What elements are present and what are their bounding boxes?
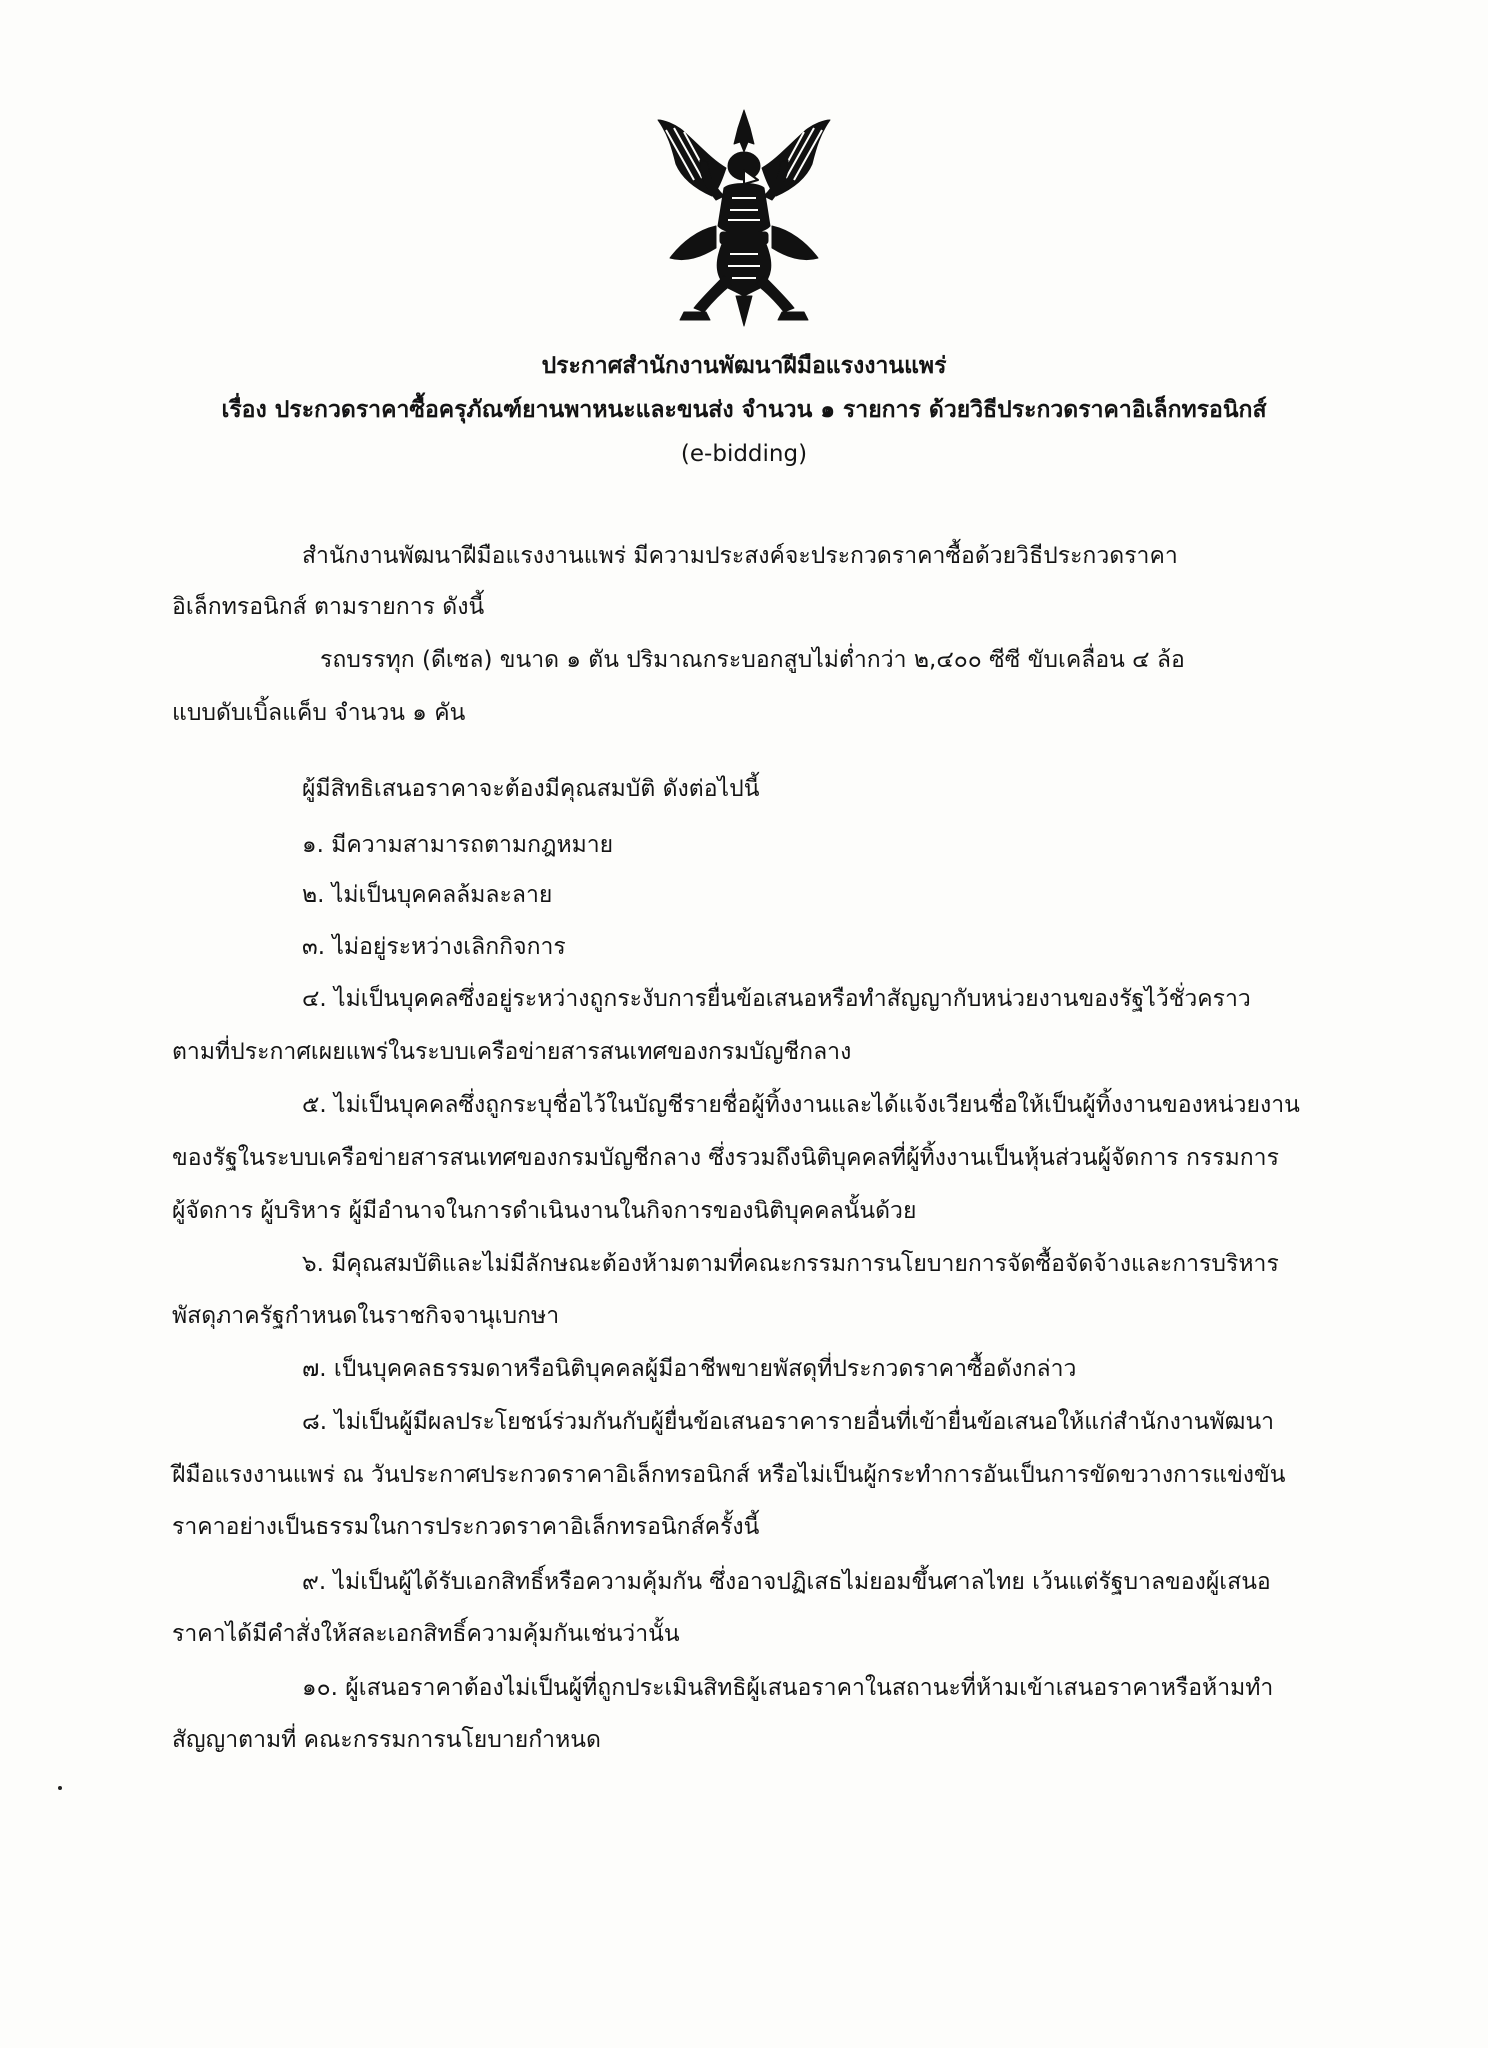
intro-paragraph-line: อิเล็กทรอนิกส์ ตามรายการ ดังนี้ — [172, 594, 485, 620]
qualification-item: ๓. ไม่อยู่ระหว่างเลิกกิจการ — [302, 934, 566, 960]
qualification-item-continued: ฝีมือแรงงานแพร่ ณ วันประกาศประกวดราคาอิเล็กทรอนิกส์ หรือไม่เป็นผู้กระทำการอันเป็นการขัดขวางการแข่งขัน — [172, 1462, 1286, 1488]
announcement-subject-method: (e-bidding) — [680, 441, 808, 467]
qualification-item: ๒. ไม่เป็นบุคคลล้มละลาย — [302, 882, 553, 908]
qualification-item: ๘. ไม่เป็นผู้มีผลประโยชน์ร่วมกันกับผู้ยื่นข้อเสนอราคารายอื่นที่เข้ายื่นข้อเสนอให้แก่สำนักงานพัฒนา — [302, 1409, 1275, 1435]
intro-paragraph-line: สำนักงานพัฒนาฝีมือแรงงานแพร่ มีความประสงค์จะประกวดราคาซื้อด้วยวิธีประกวดราคา — [302, 543, 1178, 569]
qualification-item: ๑. มีความสามารถตามกฎหมาย — [302, 832, 614, 858]
procurement-item-line: รถบรรทุก (ดีเซล) ขนาด ๑ ตัน ปริมาณกระบอกสูบไม่ต่ำกว่า ๒,๔๐๐ ซีซี ขับเคลื่อน ๔ ล้อ — [320, 647, 1185, 673]
procurement-item-line: แบบดับเบิ้ลแค็บ จำนวน ๑ คัน — [172, 700, 466, 726]
qualification-item: ๕. ไม่เป็นบุคคลซึ่งถูกระบุชื่อไว้ในบัญชีรายชื่อผู้ทิ้งงานและได้แจ้งเวียนชื่อให้เป็นผู้ทิ้งงานของหน่วยงาน — [302, 1092, 1300, 1118]
qualifications-heading: ผู้มีสิทธิเสนอราคาจะต้องมีคุณสมบัติ ดังต่อไปนี้ — [302, 776, 760, 802]
qualification-item-continued: ตามที่ประกาศเผยแพร่ในระบบเครือข่ายสารสนเทศของกรมบัญชีกลาง — [172, 1039, 852, 1065]
qualification-item: ๗. เป็นบุคคลธรรมดาหรือนิติบุคคลผู้มีอาชีพขายพัสดุที่ประกวดราคาซื้อดังกล่าว — [302, 1356, 1077, 1382]
qualification-item-continued: พัสดุภาครัฐกำหนดในราชกิจจานุเบกษา — [172, 1303, 560, 1329]
qualification-item: ๔. ไม่เป็นบุคคลซึ่งอยู่ระหว่างถูกระงับการยื่นข้อเสนอหรือทำสัญญากับหน่วยงานของรัฐไว้ชั่วคราว — [302, 986, 1251, 1012]
announcement-subject: เรื่อง ประกวดราคาซื้อครุภัณฑ์ยานพาหนะและขนส่ง จำนวน ๑ รายการ ด้วยวิธีประกวดราคาอิเล็กทรอนิกส์ — [221, 397, 1267, 423]
announcement-title: ประกาศสำนักงานพัฒนาฝีมือแรงงานแพร่ — [541, 353, 947, 379]
qualification-item-continued: ของรัฐในระบบเครือข่ายสารสนเทศของกรมบัญชีกลาง ซึ่งรวมถึงนิติบุคคลที่ผู้ทิ้งงานเป็นหุ้นส่วนผู้จัดการ กรรมการ — [172, 1145, 1279, 1171]
qualification-item-continued: ราคาอย่างเป็นธรรมในการประกวดราคาอิเล็กทรอนิกส์ครั้งนี้ — [172, 1514, 760, 1540]
scan-speck — [58, 1786, 62, 1790]
qualification-item-continued: ราคาได้มีคำสั่งให้สละเอกสิทธิ์ความคุ้มกันเช่นว่านั้น — [172, 1621, 680, 1647]
qualification-item-continued: สัญญาตามที่ คณะกรรมการนโยบายกำหนด — [172, 1727, 601, 1753]
qualification-item: ๙. ไม่เป็นผู้ได้รับเอกสิทธิ์หรือความคุ้มกัน ซึ่งอาจปฏิเสธไม่ยอมขึ้นศาลไทย เว้นแต่รัฐบาลของผู้เสนอ — [302, 1569, 1271, 1595]
qualification-item-continued: ผู้จัดการ ผู้บริหาร ผู้มีอำนาจในการดำเนินงานในกิจการของนิติบุคคลนั้นด้วย — [172, 1198, 917, 1224]
garuda-emblem — [654, 108, 834, 330]
qualification-item: ๖. มีคุณสมบัติและไม่มีลักษณะต้องห้ามตามที่คณะกรรมการนโยบายการจัดซื้อจัดจ้างและการบริหาร — [302, 1251, 1279, 1277]
qualification-item: ๑๐. ผู้เสนอราคาต้องไม่เป็นผู้ที่ถูกประเมินสิทธิผู้เสนอราคาในสถานะที่ห้ามเข้าเสนอราคาหรือห้ามทำ — [302, 1675, 1274, 1701]
